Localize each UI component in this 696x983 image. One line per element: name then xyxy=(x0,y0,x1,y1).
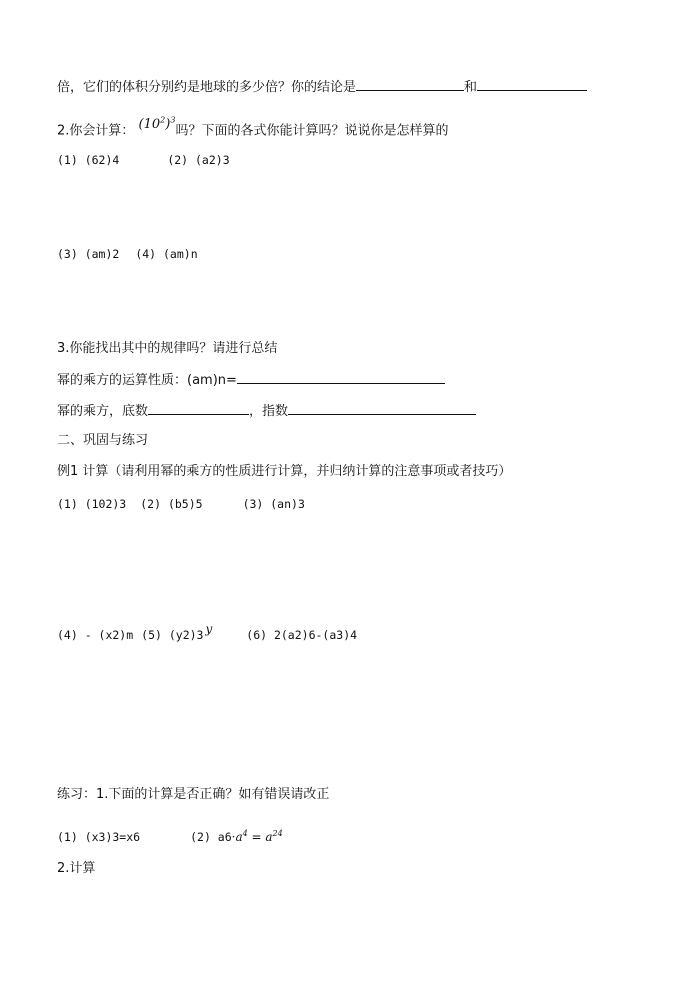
practice-heading: 练习：1.下面的计算是否正确？如有错误请改正 xyxy=(57,787,330,802)
item-1: (1) (62)4 xyxy=(57,153,120,167)
answer-blank-exponent[interactable] xyxy=(288,402,476,415)
example-3: (3) (an)3 xyxy=(242,497,305,511)
line-2-suffix: 吗？下面的各式你能计算吗？说说你是怎样算的 xyxy=(175,123,449,139)
example-2: (2) (b5)5 xyxy=(140,497,203,511)
power-expression: $(10^2)^3$ xyxy=(138,116,176,133)
line-1-and: 和 xyxy=(464,80,478,95)
exponent-label: ，指数 xyxy=(249,404,289,419)
line-3 xyxy=(57,151,230,169)
item-3: (3) (am)2 xyxy=(57,247,120,261)
practice-2-prefix: (2) a6 xyxy=(190,830,232,844)
line-12 xyxy=(57,786,329,804)
example-1: (1) (102)3 xyxy=(57,497,127,511)
answer-blank-2[interactable] xyxy=(477,78,587,91)
item-4: (4) (am)n xyxy=(135,247,198,261)
practice-2-heading: 2.计算 xyxy=(57,861,96,876)
line-6 xyxy=(57,371,445,390)
section-heading: 二、巩固与练习 xyxy=(57,433,149,448)
summary-question: 3.你能找出其中的规律吗？请进行总结 xyxy=(57,341,278,356)
line-10 xyxy=(57,495,305,513)
line-1 xyxy=(57,78,587,97)
line-11 xyxy=(57,622,358,644)
stray-y: y xyxy=(205,622,213,636)
answer-blank-base[interactable] xyxy=(148,402,249,415)
line-1-text: 倍，它们的体积分别约是地球的多少倍？你的结论是 xyxy=(57,80,357,95)
practice-2-expression: $\cdot a^4 = a^{24}$ xyxy=(231,829,283,844)
example-instruction: 例1 计算（请利用幂的乘方的性质进行计算，并归纳计算的注意事项或者技巧） xyxy=(57,464,512,479)
line-4 xyxy=(57,245,198,263)
line-14 xyxy=(57,860,95,878)
answer-blank-rule[interactable] xyxy=(237,371,445,384)
answer-blank-1[interactable] xyxy=(356,78,464,91)
example-4: (4) - (x2)m xyxy=(57,628,134,642)
example-6: (6) 2(a2)6-(a3)4 xyxy=(246,628,358,642)
line-9 xyxy=(57,463,511,481)
example-5: (5) (y2)3 xyxy=(141,628,204,642)
line-2-prefix: 2.你会计算： xyxy=(57,123,135,139)
line-8 xyxy=(57,432,148,450)
item-2: (2) (a2)3 xyxy=(167,153,230,167)
base-label: 幂的乘方，底数 xyxy=(57,404,149,419)
line-5 xyxy=(57,340,277,358)
line-7 xyxy=(57,402,476,421)
power-rule-label: 幂的乘方的运算性质：(am)n= xyxy=(57,373,237,388)
line-2 xyxy=(57,118,448,140)
practice-1: (1) (x3)3=x6 xyxy=(57,830,141,844)
line-13 xyxy=(57,825,283,846)
